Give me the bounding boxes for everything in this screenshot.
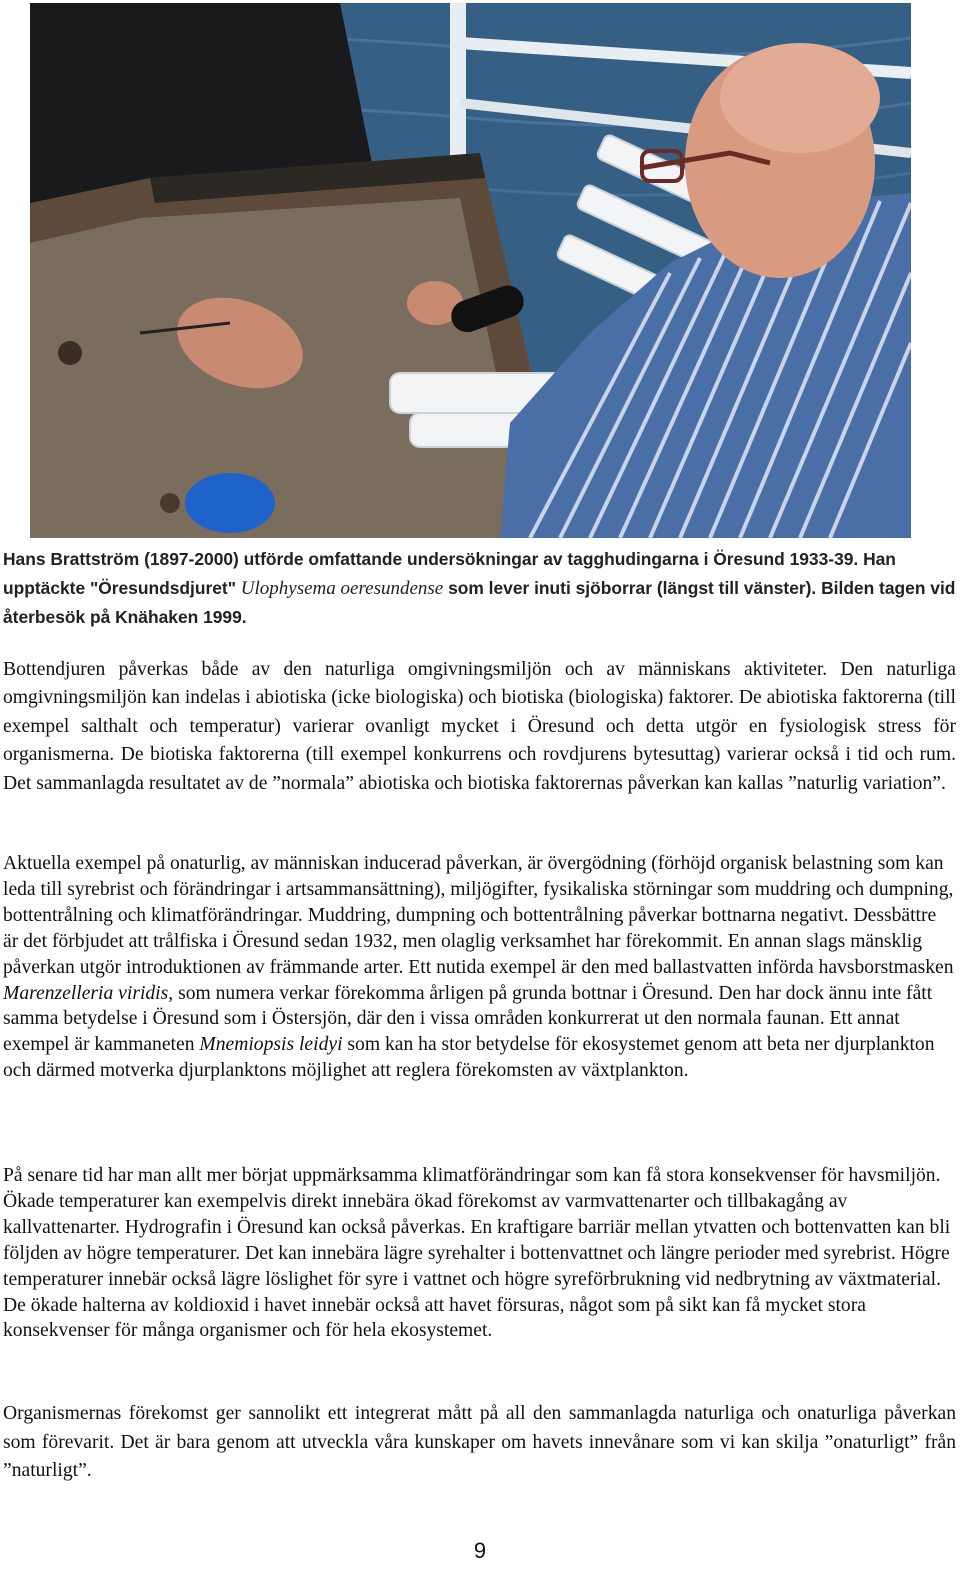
species-name-mnemiopsis: Mnemiopsis leidyi	[199, 1034, 343, 1056]
paragraph-text: som kan ha stor betydelse för ekosystemet genom att beta ner djurplankton och därmed motverka djurplanktons möjlighet att reglera förekomsten av växtplankton.	[3, 1034, 935, 1082]
caption-text-part1: Hans Brattström (1897-2000) utförde omfattande undersökningar av tagghudingarna i Öresund 1933-39. Han upptäckte "Öresundsdjuret"	[3, 549, 896, 598]
paragraph-natural-environment: Bottendjuren påverkas både av den naturliga omgivningsmiljön och av människans aktiviteter. Den naturliga omgivningsmiljön kan indelas i abiotiska (icke biologiska) och biotiska (biologiska) faktorer. De abiotiska faktorerna (till exempel salthalt och temperatur) varierar ovanligt mycket i Öresund och detta utgör en fysiologisk stress för organismerna. De biotiska faktorerna (till exempel konkurrens och rovdjurens bytesuttag) varierar också i tid och rum. Det sammanlagda resultatet av de ”normala” abiotiska och biotiska faktorernas påverkan kan kallas ”naturlig variation”.	[3, 659, 956, 794]
paragraph-unnatural-impact	[3, 851, 956, 1084]
caption-species-name: Ulophysema oeresundense	[240, 577, 444, 599]
paragraph-text: , som numera verkar förekomma årligen på grunda bottnar i Öresund. Den har dock ännu inte fått samma betydelse i Öresund som i Östersjön, där den i vissa områden konkurrerat ut den normala faunan. Ett annat exempel är kammaneten	[3, 982, 933, 1056]
paragraph-text: Aktuella exempel på onaturlig, av människan inducerad påverkan, är övergödning (förhöjd organisk belastning som kan leda till syrebrist och förändringar i artsammansättning), miljögifter, fysikaliska störningar som muddring och dumpning, bottentrålning och klimatförändringar. Muddring, dumpning och bottentrålning påverkar bottnarna negativt. Dessbättre är det förbjudet att trålfiska i Öresund sedan 1932, men olaglig verksamhet har förekommit. En annan slags mänsklig påverkan utgör introduktionen av främmande arter. Ett nutida exempel är den med ballastvatten införda havsborstmasken	[3, 853, 954, 978]
photo-illustration	[30, 3, 911, 538]
paragraph-climate-change: På senare tid har man allt mer börjat uppmärksamma klimatförändringar som kan få stora konsekvenser för havsmiljön. Ökade temperaturer kan exempelvis direkt innebära ökad förekomst av varmvattenarter och tillbakagång av kallvattenarter. Hydrografin i Öresund kan också påverkas. En kraftigare barriär mellan ytvatten och bottenvatten kan bli följden av högre temperaturer. Det kan innebära lägre syrehalter i bottenvattnet och längre perioder med syrebrist. Högre temperaturer innebär också lägre löslighet för syre i vattnet och högre syreförbrukning vid nedbrytning av växtmaterial. De ökade halterna av koldioxid i havet innebär också att havet försuras, något som på sikt kan få mycket stora konsekvenser för många organismer och för hela ekosystemet.	[3, 1165, 951, 1342]
paragraph-conclusion: Organismernas förekomst ger sannolikt ett integrerat mått på all den sammanlagda naturliga och onaturliga påverkan som förevarit. Det är bara genom att utveckla våra kunskaper om havets innevånare som vi kan skilja ”onaturligt” från ”naturligt”.	[3, 1403, 956, 1481]
species-name-marenzelleria: Marenzelleria viridis	[3, 982, 169, 1004]
caption-text-part2: som lever inuti sjöborrar (längst till vänster). Bilden tagen vid återbesök på Knähaken 1999.	[3, 577, 956, 627]
page-number: 9	[473, 1538, 487, 1563]
photo-hans-brattstrom	[30, 3, 911, 538]
photo-caption	[3, 545, 956, 632]
